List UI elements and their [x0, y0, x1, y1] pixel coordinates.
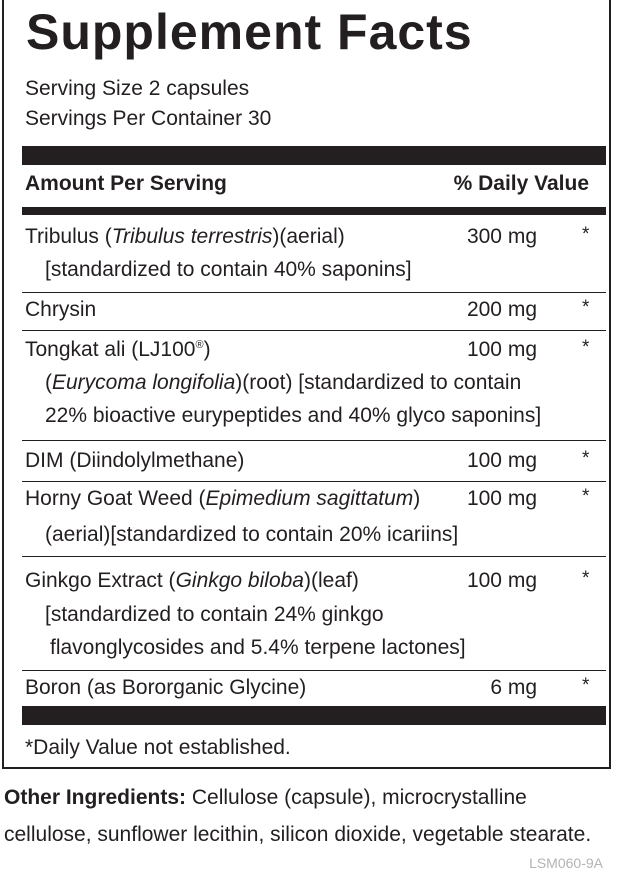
product-code: LSM060-9A: [529, 855, 603, 871]
daily-value-marker: *: [582, 486, 590, 507]
daily-value-marker: *: [582, 224, 590, 245]
ingredient-detail: (aerial)[standardized to contain 20% icariins]: [45, 523, 459, 546]
ingredient-amount: 100 mg: [466, 569, 537, 592]
other-ingredients-label: Other Ingredients:: [4, 786, 187, 809]
ingredient-detail: [standardized to contain 40% saponins]: [45, 258, 412, 281]
row-divider: [22, 292, 606, 293]
ingredient-amount: 300 mg: [466, 225, 537, 248]
serving-size: Serving Size 2 capsules: [25, 77, 250, 100]
daily-value-marker: *: [582, 297, 590, 318]
daily-value-header: % Daily Value: [453, 172, 589, 195]
ingredient-name: Tribulus (Tribulus terrestris)(aerial): [25, 225, 345, 248]
daily-value-marker: *: [582, 337, 590, 358]
row-divider: [22, 481, 606, 482]
ingredient-name: Boron (as Bororganic Glycine): [25, 676, 307, 699]
ingredient-detail: (Eurycoma longifolia)(root) [standardized to contain: [45, 371, 522, 394]
servings-per-container: Servings Per Container 30: [25, 107, 272, 130]
ingredient-detail: 22% bioactive eurypeptides and 40% glyco saponins]: [45, 404, 542, 427]
daily-value-marker: *: [582, 568, 590, 589]
panel-title: Supplement Facts: [26, 4, 473, 60]
ingredient-amount: 100 mg: [466, 449, 537, 472]
daily-value-marker: *: [582, 675, 590, 696]
medium-divider: [22, 207, 606, 215]
other-ingredients: Other Ingredients: Cellulose (capsule), microcrystalline: [4, 786, 527, 809]
ingredient-name: Horny Goat Weed (Epimedium sagittatum): [25, 487, 421, 510]
thick-divider-bottom: [22, 706, 606, 725]
ingredient-amount: 6 mg: [490, 676, 537, 699]
thick-divider-top: [22, 146, 606, 165]
row-divider: [22, 330, 606, 331]
ingredient-name: DIM (Diindolylmethane): [25, 449, 245, 472]
other-ingredients-continued: cellulose, sunflower lecithin, silicon dioxide, vegetable stearate.: [4, 823, 592, 846]
ingredient-name: Chrysin: [25, 298, 97, 321]
ingredient-amount: 100 mg: [466, 487, 537, 510]
row-divider: [22, 440, 606, 441]
row-divider: [22, 670, 606, 671]
ingredient-detail: flavonglycosides and 5.4% terpene lactones]: [50, 636, 466, 659]
daily-value-footnote: *Daily Value not established.: [25, 736, 291, 759]
row-divider: [22, 556, 606, 557]
ingredient-name: Ginkgo Extract (Ginkgo biloba)(leaf): [25, 569, 359, 592]
ingredient-amount: 100 mg: [466, 338, 537, 361]
ingredient-detail: [standardized to contain 24% ginkgo: [45, 603, 384, 626]
ingredient-name: Tongkat ali (LJ100®): [25, 338, 211, 361]
daily-value-marker: *: [582, 448, 590, 469]
ingredient-amount: 200 mg: [466, 298, 537, 321]
amount-per-serving-header: Amount Per Serving: [25, 172, 227, 195]
